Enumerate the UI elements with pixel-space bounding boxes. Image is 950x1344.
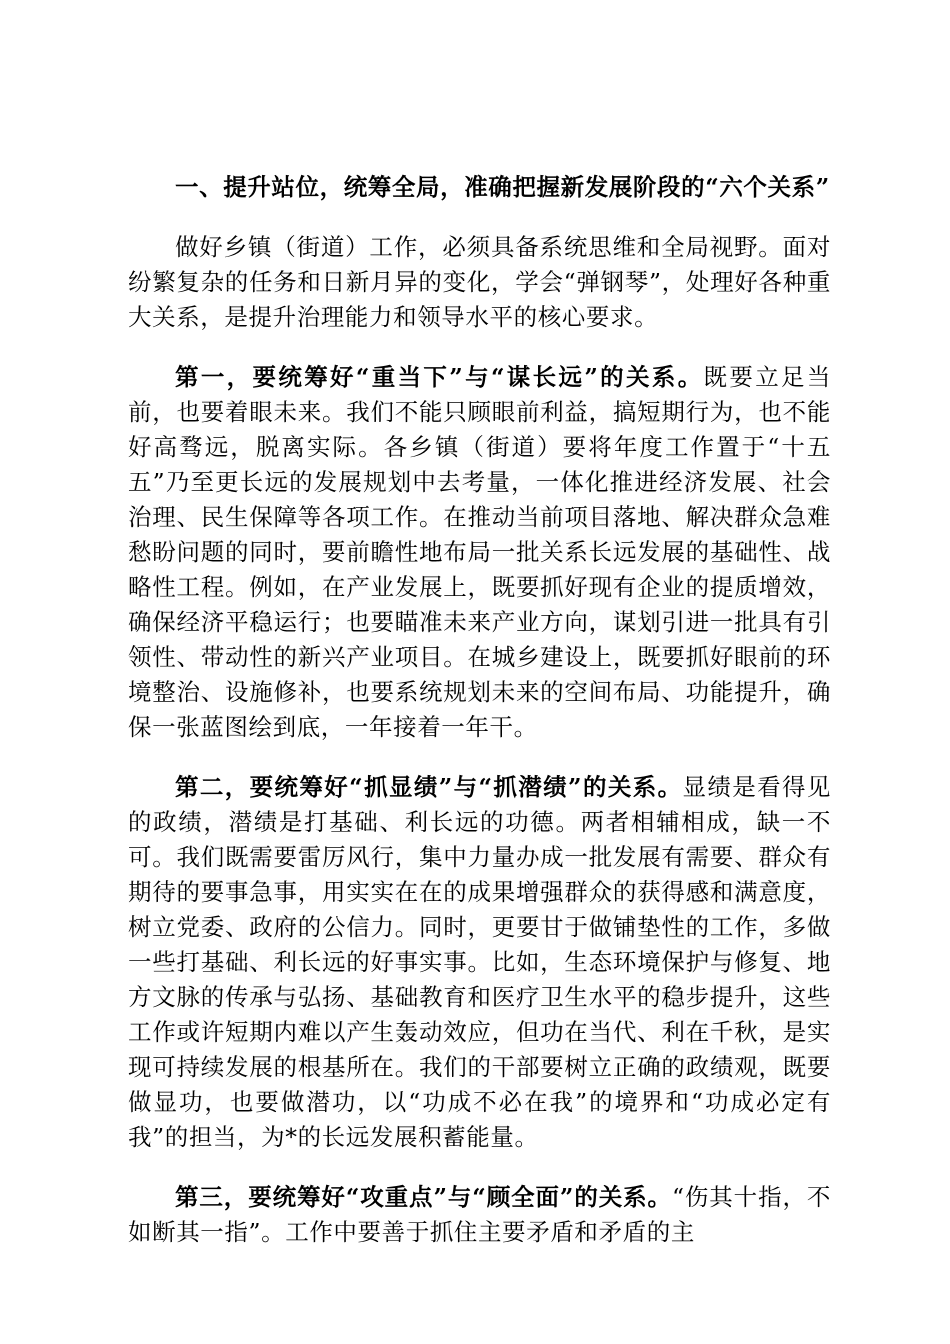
paragraph-lead: 第三，要统筹好“攻重点”与“顾全面”的关系。 [175, 1183, 672, 1211]
paragraph-third [128, 1180, 831, 1250]
paragraph-body: 既要立足当前，也要着眼未来。我们不能只顾眼前利益，搞短期行为，也不能好高骛远，脱离实际。各乡镇（街道）要将年度工作置于“十五五”乃至更长远的发展规划中去考量，一体化推进经济发展、社会治理、民生保障等各项工作。在推动当前项目落地、解决群众急难愁盼问题的同时，要前瞻性地布局一批关系长远发展的基础性、战略性工程。例如，在产业发展上，既要抓好现有企业的提质增效，确保经济平稳运行；也要瞄准未来产业方向，谋划引进一批具有引领性、带动性的新兴产业项目。在城乡建设上，既要抓好眼前的环境整治、设施修补，也要系统规划未来的空间布局、功能提升，确保一张蓝图绘到底，一年接着一年干。 [128, 363, 831, 741]
paragraph-body: 显绩是看得见的政绩，潜绩是打基础、利长远的功德。两者相辅相成，缺一不可。我们既需要雷厉风行，集中力量办成一批发展有需要、群众有期待的要事急事，用实实在在的成果增强群众的获得感和满意度，树立党委、政府的公信力。同时，更要甘于做铺垫性的工作，多做一些打基础、利长远的好事实事。比如，生态环境保护与修复、地方文脉的传承与弘扬、基础教育和医疗卫生水平的稳步提升，这些工作或许短期内难以产生轰动效应，但功在当代、利在千秋，是实现可持续发展的根基所在。我们的干部要树立正确的政绩观，既要做显功，也要做潜功，以“功成不必在我”的境界和“功成必定有我”的担当，为*的长远发展积蓄能量。 [128, 773, 831, 1151]
paragraph-second [128, 770, 831, 1155]
section-heading: 一、提升站位，统筹全局，准确把握新发展阶段的“六个关系” [175, 173, 830, 201]
paragraph-lead: 第二，要统筹好“抓显绩”与“抓潜绩”的关系。 [175, 773, 683, 801]
document-page [128, 170, 831, 1275]
intro-paragraph: 做好乡镇（街道）工作，必须具备系统思维和全局视野。面对纷繁复杂的任务和日新月异的变化，学会“弹钢琴”，处理好各种重大关系，是提升治理能力和领导水平的核心要求。 [128, 233, 831, 331]
paragraph-lead: 第一，要统筹好“重当下”与“谋长远”的关系。 [175, 363, 704, 391]
paragraph-body: “伤其十指，不如断其一指”。工作中要善于抓住主要矛盾和矛盾的主 [128, 1183, 831, 1246]
paragraph-first [128, 360, 831, 745]
